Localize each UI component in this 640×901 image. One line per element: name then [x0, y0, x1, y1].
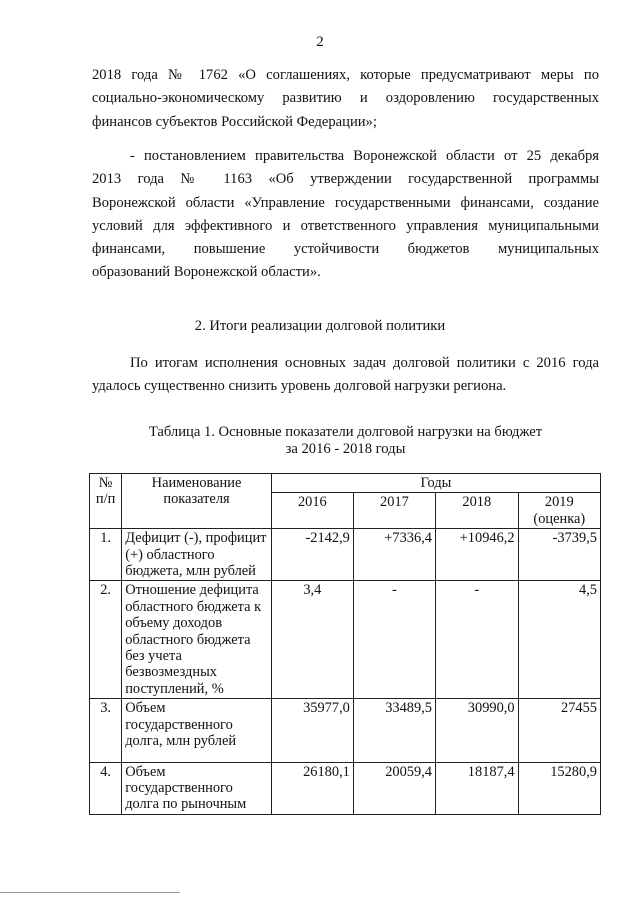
- row-name: Дефицит (-), профицит (+) областного бюджета, млн рублей: [122, 529, 272, 581]
- row-value: 35977,0: [271, 699, 353, 762]
- row-num: 4.: [90, 762, 122, 814]
- debt-indicators-table: [89, 473, 601, 815]
- table-row: [90, 699, 601, 762]
- table-caption-line-1: Таблица 1. Основные показатели долговой нагрузки на бюджет: [148, 424, 543, 440]
- row-value: 27455: [518, 699, 600, 762]
- row-num: 3.: [90, 699, 122, 762]
- header-year: 2017: [353, 493, 435, 529]
- table-header-row: [90, 474, 601, 493]
- paragraph-2-line: - постановлением правительства Воронежской области от 25 декабря: [130, 148, 599, 164]
- footer-divider: [0, 892, 180, 893]
- paragraph-1: [92, 64, 599, 134]
- header-num: № п/п: [90, 474, 122, 529]
- row-name: Отношение дефицита областного бюджета к объему доходов областного бюджета без учета безвозмездных поступлений, %: [122, 581, 272, 699]
- page-number: 2: [316, 34, 324, 50]
- section-heading: 2. Итоги реализации долговой политики: [194, 318, 446, 334]
- table-row: [90, 529, 601, 581]
- paragraph-2-line: условий для эффективного и ответственного управления муниципальными: [92, 217, 599, 234]
- paragraph-2-line: 2013 года № 1163 «Об утверждении государственной программы: [92, 171, 599, 188]
- row-value: -: [436, 581, 519, 699]
- header-year: 2016: [271, 493, 353, 529]
- paragraph-1-line: 2018 года № 1762 «О соглашениях, которые предусматривают меры по: [92, 67, 599, 83]
- row-name: Объем государственного долга, млн рублей: [122, 699, 272, 762]
- row-value: 18187,4: [436, 762, 519, 814]
- paragraph-3: [92, 352, 599, 399]
- row-value: -2142,9: [271, 529, 353, 581]
- header-year: 2019 (оценка): [518, 493, 600, 529]
- header-years-group: Годы: [271, 474, 600, 493]
- row-name: Объем государственного долга по рыночным: [122, 762, 272, 814]
- paragraph-1-line: финансов субъектов Российской Федерации»;: [92, 113, 377, 130]
- row-value: 30990,0: [436, 699, 519, 762]
- table-row: [90, 581, 601, 699]
- row-value: 33489,5: [353, 699, 435, 762]
- row-value: +7336,4: [353, 529, 435, 581]
- row-value: 3,4: [271, 581, 353, 699]
- paragraph-2: [92, 145, 599, 285]
- paragraph-3-line: удалось существенно снизить уровень долговой нагрузки региона.: [92, 378, 507, 395]
- paragraph-1-line: социально-экономическому развитию и оздоровлению государственных: [92, 90, 599, 107]
- row-num: 1.: [90, 529, 122, 581]
- row-num: 2.: [90, 581, 122, 699]
- row-value: 15280,9: [518, 762, 600, 814]
- paragraph-3-line: По итогам исполнения основных задач долговой политики с 2016 года: [130, 355, 599, 371]
- row-value: -: [353, 581, 435, 699]
- paragraph-2-line: финансами, повышение устойчивости бюджетов муниципальных: [92, 241, 599, 258]
- table-row: [90, 762, 601, 814]
- row-value: 20059,4: [353, 762, 435, 814]
- table-caption: [92, 424, 599, 458]
- row-value: +10946,2: [436, 529, 519, 581]
- row-value: -3739,5: [518, 529, 600, 581]
- paragraph-2-line: Воронежской области «Управление государственными финансами, создание: [92, 194, 599, 211]
- table-caption-line-2: за 2016 - 2018 годы: [285, 441, 406, 457]
- paragraph-2-line: образований Воронежской области».: [92, 264, 321, 281]
- row-value: 4,5: [518, 581, 600, 699]
- header-year: 2018: [436, 493, 519, 529]
- header-name: Наименование показателя: [122, 474, 272, 529]
- row-value: 26180,1: [271, 762, 353, 814]
